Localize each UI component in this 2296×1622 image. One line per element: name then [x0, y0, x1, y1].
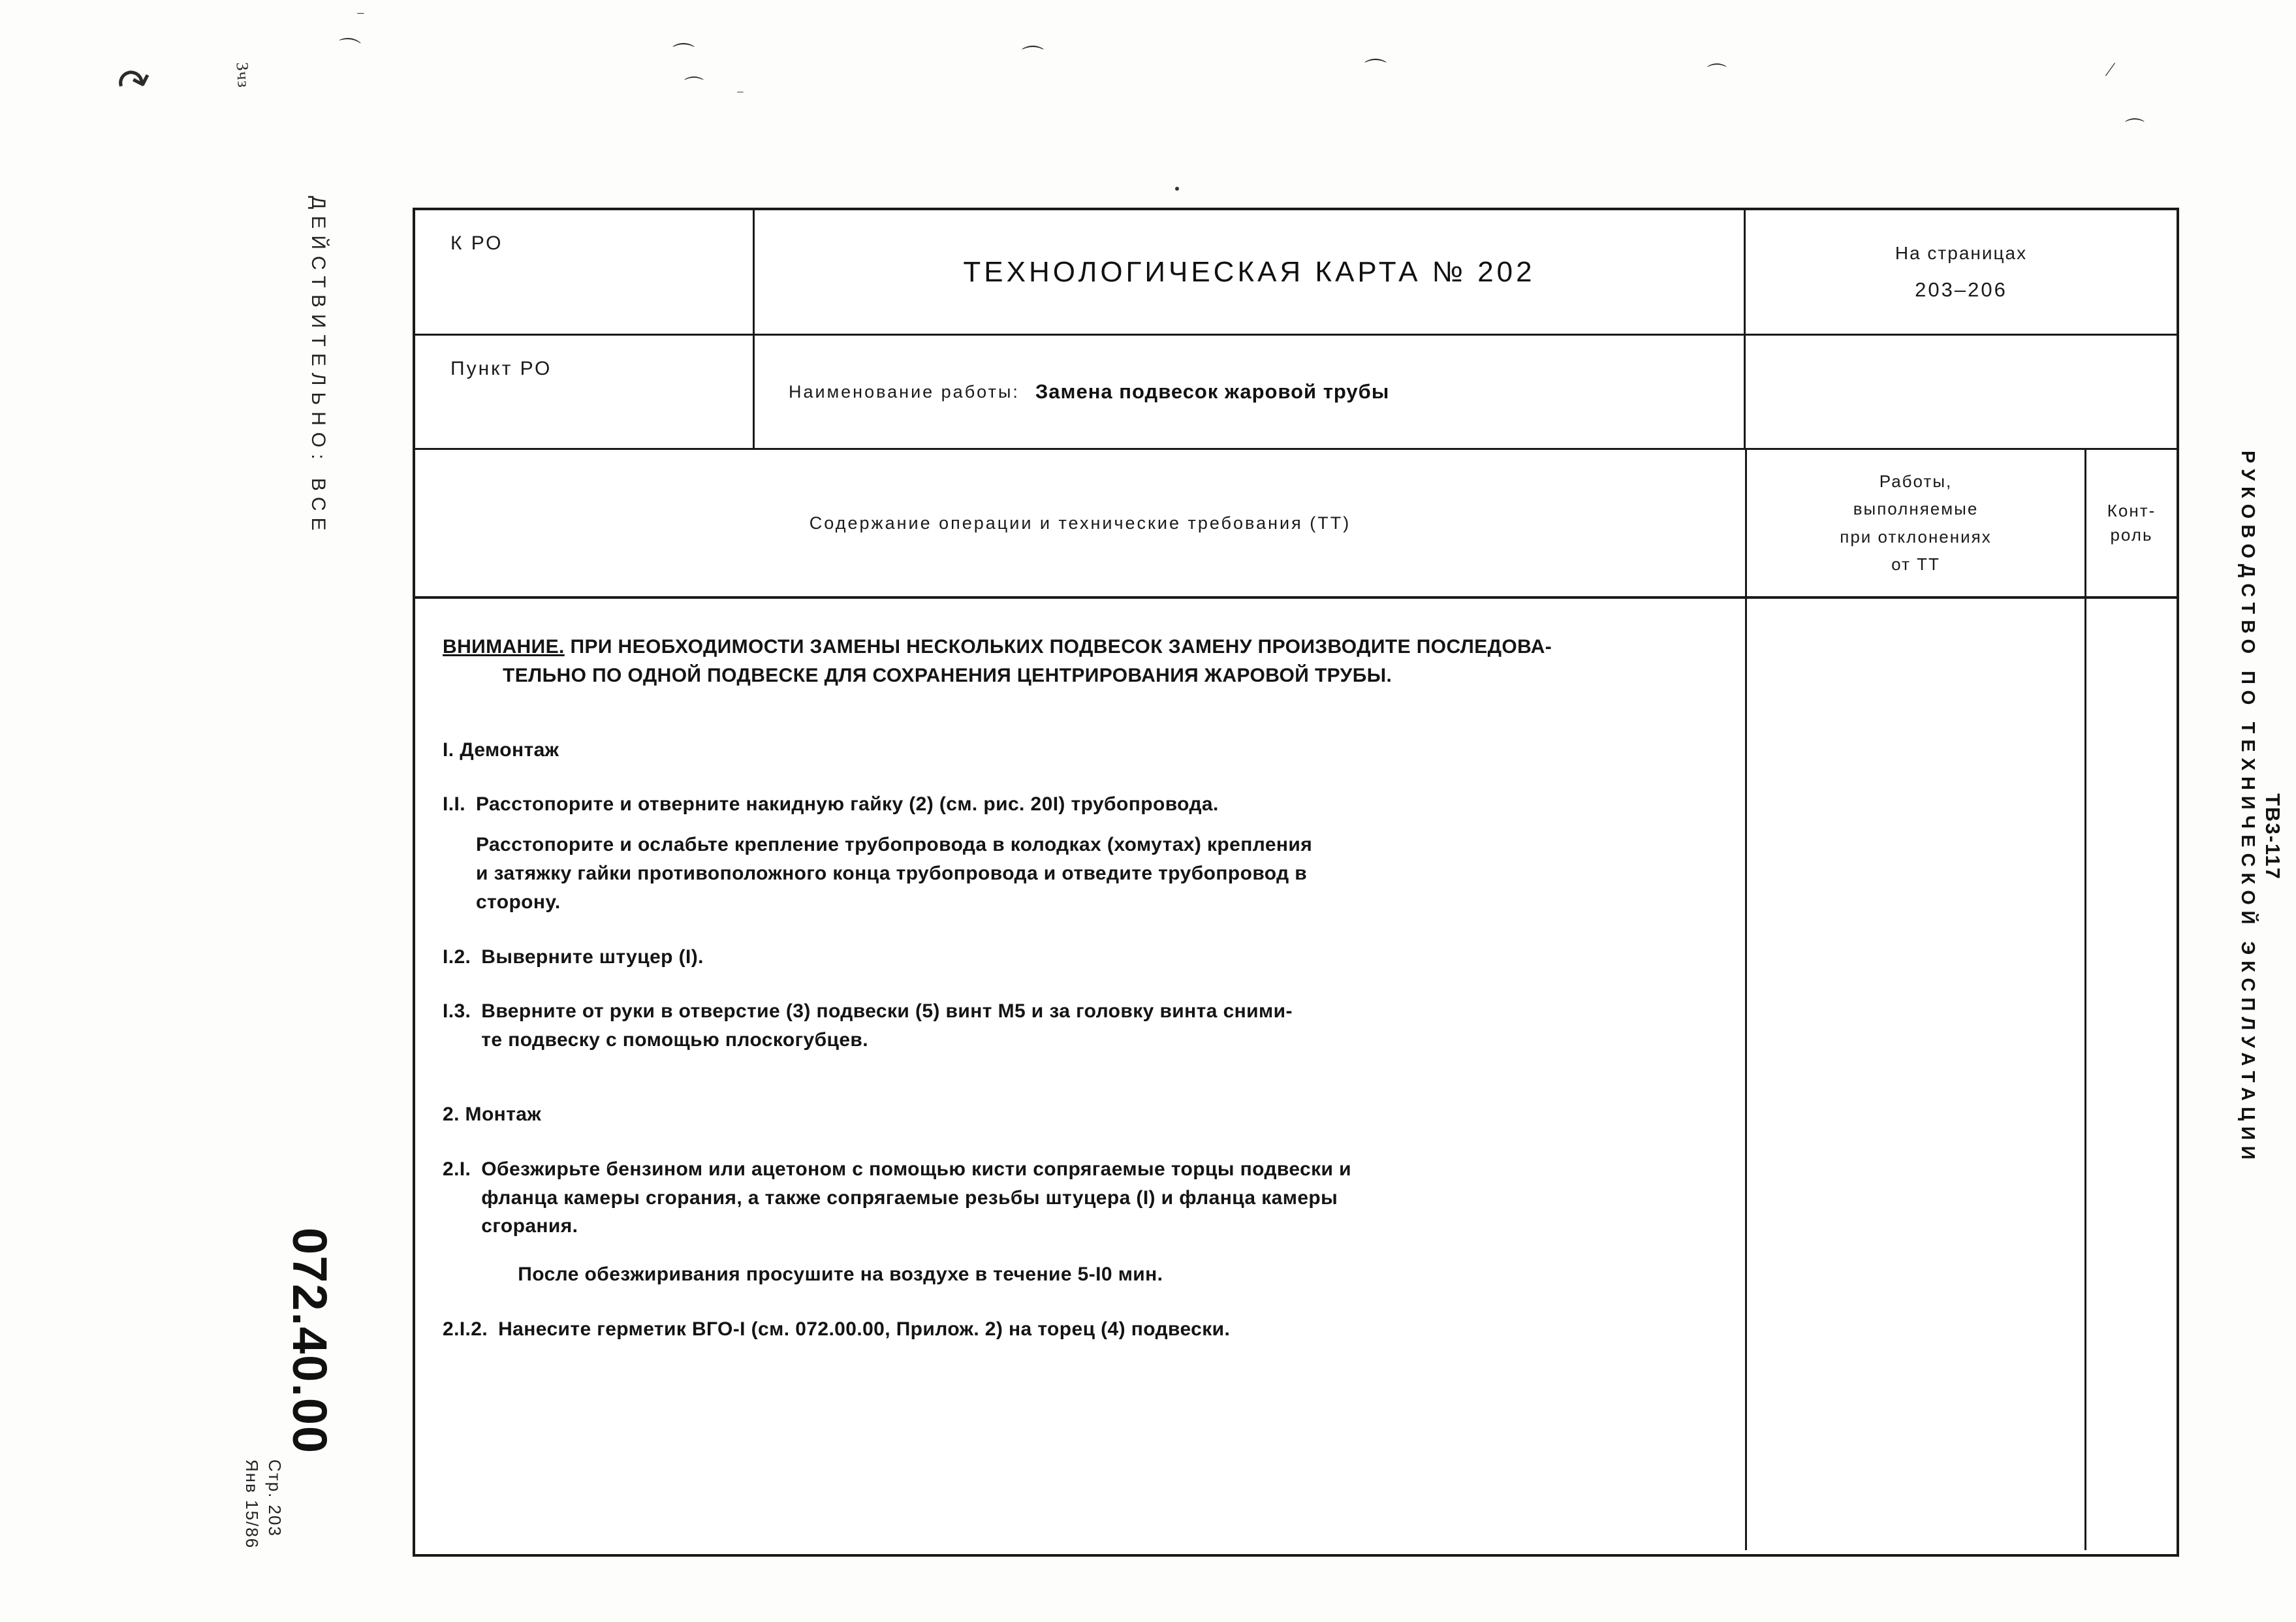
operations-content-cell: [415, 599, 1747, 1550]
operation-line: сгорания.: [481, 1215, 578, 1237]
scan-mark-icon: ⌒: [336, 36, 362, 64]
issue-label: Янв 15/86: [242, 1459, 262, 1550]
scan-mark-icon: ⌒: [1364, 59, 1387, 83]
empty-cell: [1746, 336, 2177, 448]
column-header-content: Содержание операции и технические требования (ТТ): [415, 450, 1747, 596]
scan-mark-icon: ‾: [358, 12, 364, 31]
scan-mark-icon: Зчз: [232, 61, 254, 89]
validity-label: ДЕЙСТВИТЕЛЬНО: ВСЕ: [307, 196, 329, 537]
operation-number: 2.I.2.: [443, 1318, 488, 1340]
warning-block: [443, 633, 1716, 690]
manual-title: РУКОВОДСТВО ПО ТЕХНИЧЕСКОЙ ЭКСПЛУАТАЦИИ: [2237, 451, 2258, 1166]
deviation-head-line-2: выполняемые: [1853, 499, 1979, 519]
operation-line: сторону.: [475, 891, 561, 913]
table-header-row-1: [415, 210, 2177, 336]
operation-line: Выверните штуцер (I).: [481, 946, 704, 968]
warning-line-2: ТЕЛЬНО ПО ОДНОЙ ПОДВЕСКЕ ДЛЯ СОХРАНЕНИЯ ЦЕНТРИРОВАНИЯ ЖАРОВОЙ ТРУБЫ.: [503, 664, 1392, 686]
punkt-label: Пункт РО: [415, 336, 755, 448]
operation-number: I.I.: [443, 793, 465, 816]
technology-card-table: [413, 208, 2179, 1557]
warning-line-1: ПРИ НЕОБХОДИМОСТИ ЗАМЕНЫ НЕСКОЛЬКИХ ПОДВЕСОК ЗАМЕНУ ПРОИЗВОДИТЕ ПОСЛЕДОВА-: [570, 636, 1552, 658]
operation-number: I.2.: [443, 946, 471, 968]
operation-line: Расстопорите и ослабьте крепление трубопровода в колодках (хомутах) крепления: [475, 834, 1313, 856]
operation-item: [443, 1315, 1716, 1344]
work-name-value: Замена подвесок жаровой трубы: [1035, 380, 1390, 403]
scan-mark-icon: ⁄: [2109, 59, 2113, 80]
deviation-head-line-1: Работы,: [1879, 471, 1953, 492]
deviation-head-line-4: от ТТ: [1891, 554, 1940, 574]
operation-number: I.3.: [443, 1000, 471, 1023]
pages-label: На страницах: [1895, 242, 2028, 263]
scan-mark-icon: ⌒: [1022, 46, 1044, 70]
section-heading-2: [443, 1100, 1716, 1129]
work-name-cell: [755, 336, 1746, 448]
page-label: Стр. 203: [265, 1459, 285, 1537]
operation-item: [443, 790, 1716, 916]
column-header-control: [2086, 450, 2177, 596]
card-title-cell: [755, 210, 1746, 334]
section-heading-1: [443, 736, 1716, 765]
section-2-label: 2. Монтаж: [443, 1103, 542, 1125]
page-footer-block: [240, 1459, 286, 1549]
document-number: 072.40.00: [283, 1228, 337, 1455]
warning-first-line: [443, 633, 1716, 661]
scan-mark-icon: ↷: [112, 57, 158, 110]
pages-range: 203–206: [1915, 278, 2007, 301]
manual-code: ТВ3-117: [2261, 793, 2284, 880]
operation-text: [481, 997, 1716, 1055]
control-column-cell: [2086, 599, 2177, 1550]
table-header-row-2: [415, 336, 2177, 450]
table-column-headers: [415, 450, 2177, 599]
kro-label: К РО: [415, 210, 755, 334]
pages-cell: [1746, 210, 2177, 334]
column-header-deviations: [1747, 450, 2086, 596]
operation-text: [481, 943, 1716, 972]
warning-heading: ВНИМАНИЕ.: [443, 636, 565, 658]
operation-line: Расстопорите и отверните накидную гайку (2) (см. рис. 20I) трубопровода.: [475, 793, 1219, 816]
operation-line: фланца камеры сгорания, а также сопрягаемые резьбы штуцера (I) и фланца камеры: [481, 1186, 1338, 1209]
operation-line: и затяжку гайки противоположного конца трубопровода и отведите трубопровод в: [475, 862, 1308, 884]
deviation-head-line-3: при отклонениях: [1840, 526, 1992, 547]
operation-item: [443, 1155, 1716, 1289]
scan-mark-icon: ⌒: [684, 76, 704, 98]
control-head-line-1: Конт-: [2107, 501, 2156, 520]
work-name-label: Наименование работы:: [789, 381, 1020, 402]
scan-mark-icon: ‾: [738, 91, 743, 108]
control-head-line-2: роль: [2110, 525, 2153, 545]
operation-text: [476, 790, 1716, 916]
scan-mark-icon: ⌒: [672, 43, 695, 67]
operation-item: [443, 943, 1716, 972]
operation-line: те подвеску с помощью плоскогубцев.: [481, 1029, 869, 1051]
operation-text: [498, 1315, 1716, 1344]
deviations-column-cell: [1747, 599, 2086, 1550]
section-1-label: I. Демонтаж: [443, 739, 559, 761]
page-title: ТЕХНОЛОГИЧЕСКАЯ КАРТА № 202: [963, 255, 1535, 288]
operation-item: [443, 997, 1716, 1055]
operation-line: Обезжирьте бензином или ацетоном с помощью кисти сопрягаемые торцы подвески и: [481, 1158, 1351, 1180]
operation-line: После обезжиривания просушите на воздухе в течение 5-I0 мин.: [518, 1264, 1163, 1286]
operation-line: Вверните от руки в отверстие (3) подвески (5) винт М5 и за головку винта сними-: [481, 1000, 1293, 1023]
scan-mark-icon: ⌒: [1707, 63, 1727, 85]
operation-line: Нанесите герметик ВГО-I (см. 072.00.00, Прилож. 2) на торец (4) подвески.: [498, 1318, 1231, 1340]
operation-text: [481, 1155, 1716, 1289]
table-body-row: [415, 599, 2177, 1550]
scan-speckle-icon: [1175, 187, 1179, 191]
scan-mark-icon: ⌒: [2125, 118, 2145, 140]
operation-number: 2.I.: [443, 1158, 471, 1180]
